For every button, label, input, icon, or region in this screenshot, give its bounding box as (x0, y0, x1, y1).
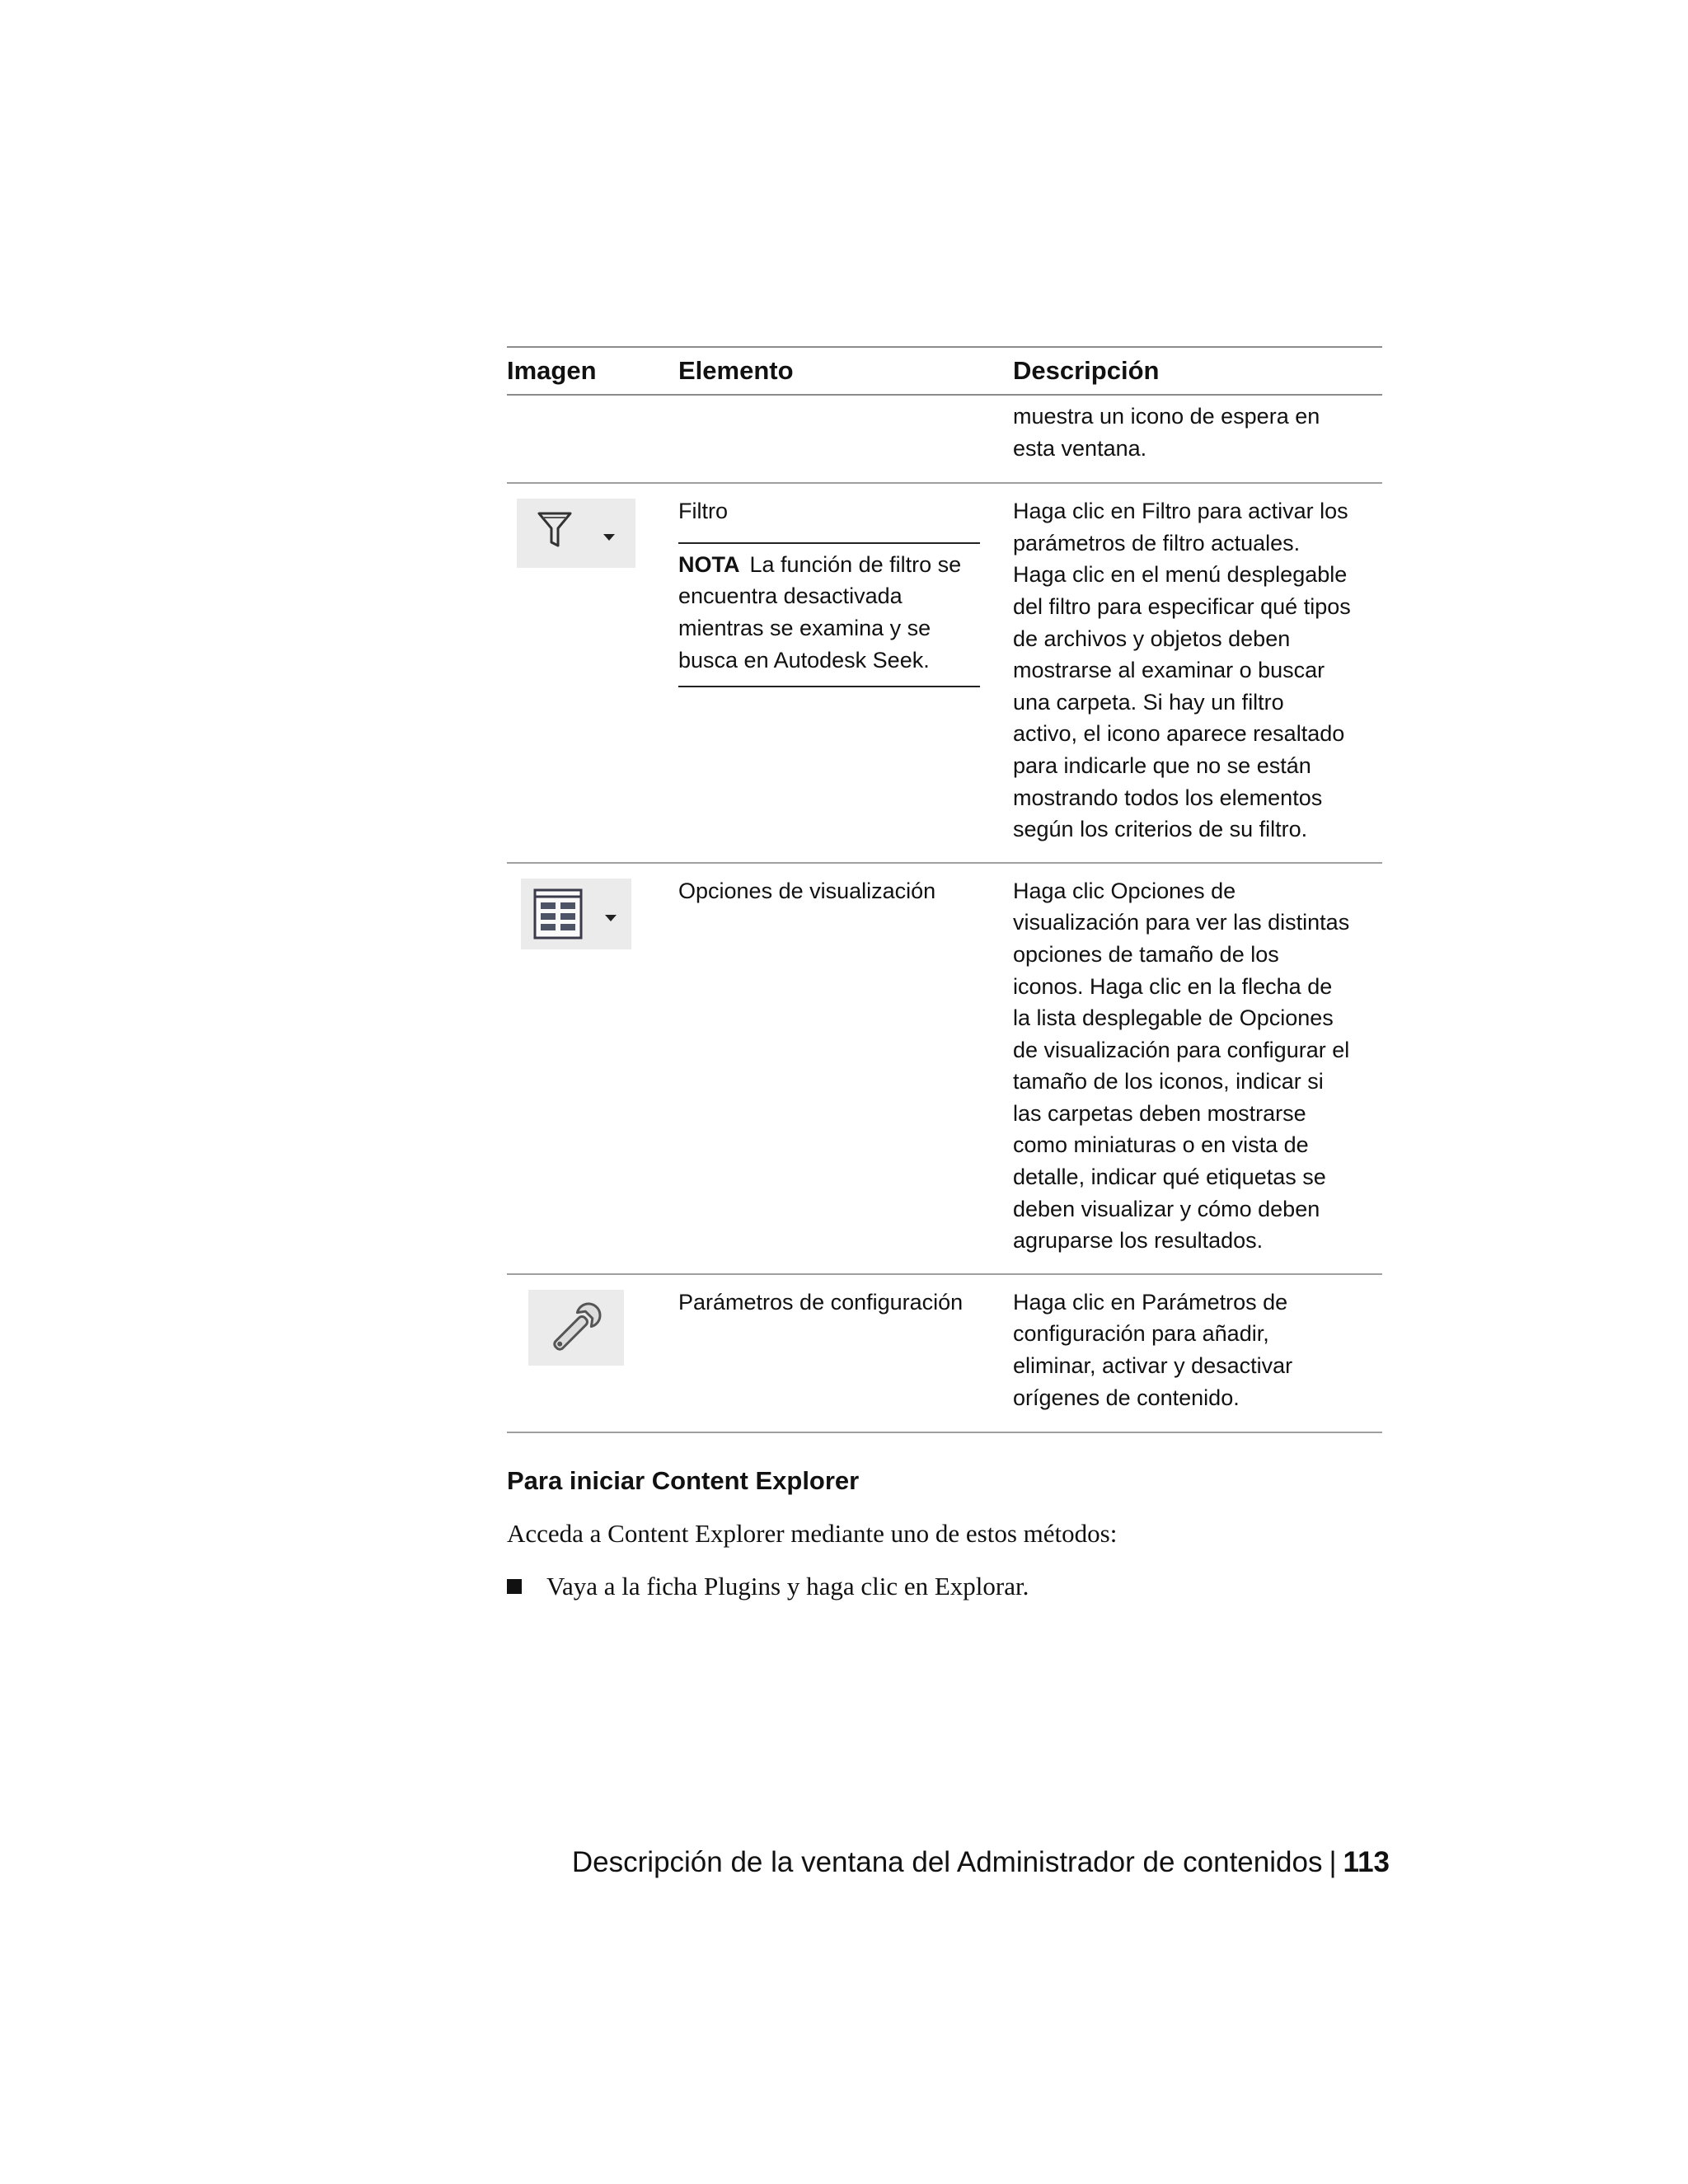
element-cell: Opciones de visualización (678, 863, 1013, 1274)
element-cell: Parámetros de configuración (678, 1274, 1013, 1432)
table-row (507, 483, 1382, 863)
page-footer (572, 1846, 1390, 1879)
section-intro: Acceda a Content Explorer mediante uno de estos métodos: (507, 1519, 1118, 1549)
element-label: Filtro (678, 499, 728, 524)
reference-table (507, 346, 1382, 1433)
image-cell (507, 863, 678, 1274)
header-image: Imagen (507, 347, 678, 395)
header-element: Elemento (678, 347, 1013, 395)
view-options-dropdown-icon (521, 879, 631, 949)
element-cell (678, 483, 1013, 863)
wrench-icon (528, 1290, 624, 1366)
element-cell (678, 395, 1013, 483)
footer-separator: | (1329, 1846, 1337, 1878)
footer-title: Descripción de la ventana del Administrador de contenidos (571, 1846, 1323, 1878)
page-content (507, 346, 1382, 1601)
description-cell: muestra un icono de espera en esta ventana. (1013, 395, 1382, 483)
image-cell (507, 395, 678, 483)
note-label: NOTA (678, 551, 740, 577)
section-title: Para iniciar Content Explorer (507, 1466, 860, 1496)
list-item (507, 1572, 1382, 1601)
table-header-row (507, 347, 1382, 395)
filter-funnel-dropdown-icon (517, 499, 635, 568)
description-cell: Haga clic Opciones de visualización para ver las distintas opciones de tamaño de los iconos. Haga clic en la flecha de la lista desplegable de Opciones de visualización para configurar el tamaño de los iconos, indicar si las carpetas deben mostrarse como miniaturas o en vista de detalle, indicar qué etiquetas se deben visualizar y cómo deben agruparse los resultados. (1013, 863, 1382, 1274)
image-cell (507, 1274, 678, 1432)
header-description: Descripción (1013, 347, 1382, 395)
table-row (507, 863, 1382, 1274)
image-cell (507, 483, 678, 863)
page-number: 113 (1343, 1846, 1390, 1878)
note-block (678, 542, 980, 687)
bullet-square-icon (507, 1579, 522, 1594)
note-text: La función de filtro se encuentra desactivada mientras se examina y se busca en Autodesk Seek. (678, 551, 962, 673)
table-row (507, 1274, 1382, 1432)
description-cell: Haga clic en Filtro para activar los parámetros de filtro actuales. Haga clic en el menú desplegable del filtro para especificar qué tipos de archivos y objetos deben mostrarse al examinar o buscar una carpeta. Si hay un filtro activo, el icono aparece resaltado para indicarle que no se están mostrando todos los elementos según los criterios de su filtro. (1013, 483, 1382, 863)
table-row (507, 395, 1382, 483)
description-cell: Haga clic en Parámetros de configuración para añadir, eliminar, activar y desactivar orígenes de contenido. (1013, 1274, 1382, 1432)
list-item-text: Vaya a la ficha Plugins y haga clic en Explorar. (546, 1572, 1029, 1601)
